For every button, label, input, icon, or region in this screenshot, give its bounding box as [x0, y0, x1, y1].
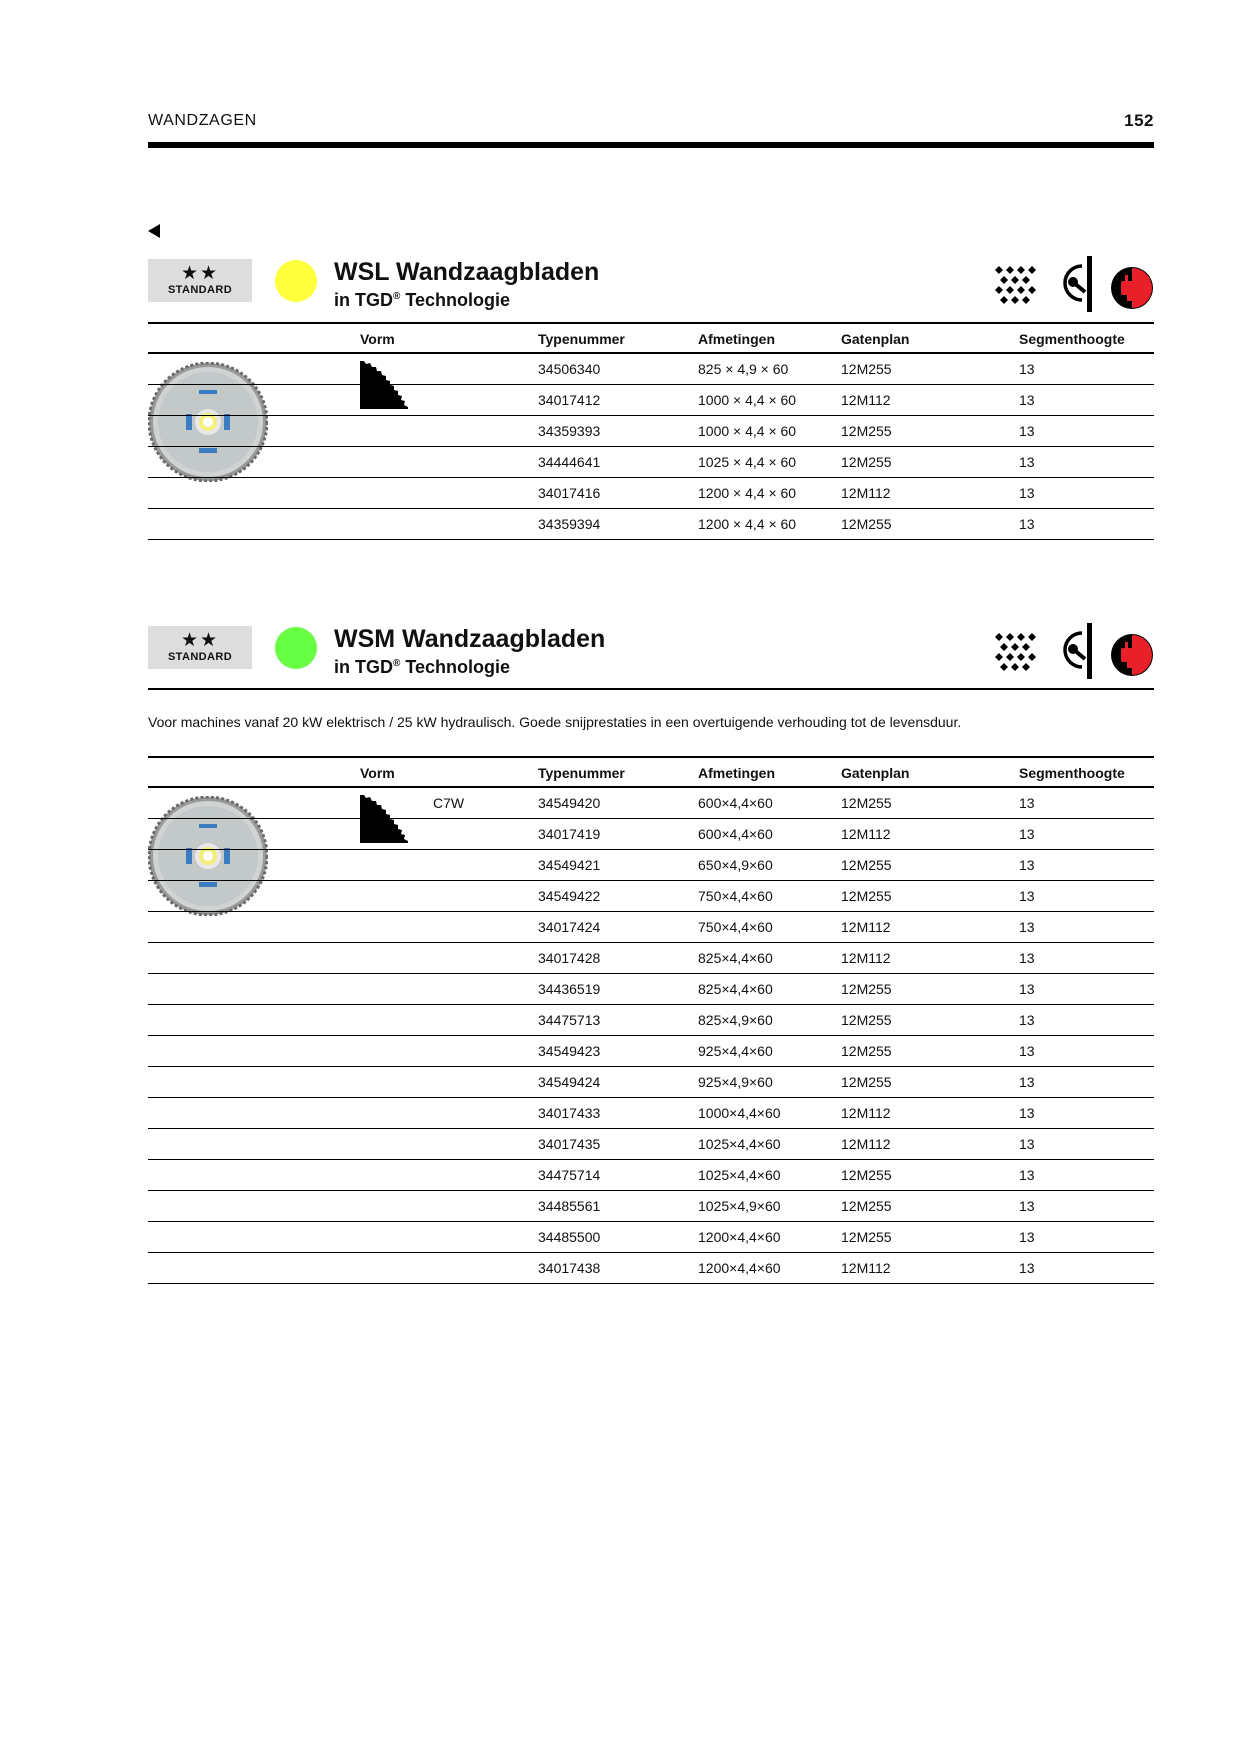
- segmenthoogte-cell: 13: [1019, 1074, 1035, 1090]
- afmetingen-cell: 825 × 4,9 × 60: [698, 361, 789, 377]
- segmenthoogte-cell: 13: [1019, 1012, 1035, 1028]
- gatenplan-cell: 12M255: [841, 795, 892, 811]
- afmetingen-cell: 925×4,9×60: [698, 1074, 773, 1090]
- afmetingen-cell: 1200×4,4×60: [698, 1229, 781, 1245]
- gatenplan-cell: 12M255: [841, 1167, 892, 1183]
- gatenplan-cell: 12M112: [841, 485, 891, 501]
- afmetingen-cell: 1200×4,4×60: [698, 1260, 781, 1276]
- afmetingen-cell: 1000 × 4,4 × 60: [698, 423, 797, 439]
- table-row: [148, 974, 1154, 1005]
- segmenthoogte-cell: 13: [1019, 857, 1035, 873]
- segmenthoogte-cell: 13: [1019, 826, 1035, 842]
- typenummer-cell: 34017424: [538, 919, 601, 935]
- gatenplan-cell: 12M255: [841, 1074, 892, 1090]
- typenummer-cell: 34017419: [538, 826, 601, 842]
- table-header: [148, 756, 1154, 788]
- typenummer-cell: 34549424: [538, 1074, 601, 1090]
- gatenplan-cell: 12M255: [841, 857, 892, 873]
- segmenthoogte-cell: 13: [1019, 1136, 1035, 1152]
- segmenthoogte-cell: 13: [1019, 1105, 1035, 1121]
- afmetingen-cell: 1200 × 4,4 × 60: [698, 516, 797, 532]
- segmenthoogte-cell: 13: [1019, 1167, 1035, 1183]
- gatenplan-cell: 12M112: [841, 392, 891, 408]
- segmenthoogte-cell: 13: [1019, 1043, 1035, 1059]
- afmetingen-cell: 1025 × 4,4 × 60: [698, 454, 797, 470]
- star-rating-icon: ★★: [180, 630, 220, 651]
- column-header: Typenummer: [538, 331, 625, 347]
- gatenplan-cell: 12M112: [841, 1260, 891, 1276]
- table-row: [148, 385, 1154, 416]
- gatenplan-cell: 12M255: [841, 981, 892, 997]
- segmenthoogte-cell: 13: [1019, 795, 1035, 811]
- typenummer-cell: 34017412: [538, 392, 601, 408]
- power-plug-icon: [1110, 266, 1154, 310]
- typenummer-cell: 34017433: [538, 1105, 601, 1121]
- column-header: Typenummer: [538, 765, 625, 781]
- gatenplan-cell: 12M112: [841, 826, 891, 842]
- table-row: [148, 354, 1154, 385]
- gatenplan-cell: 12M112: [841, 1136, 891, 1152]
- product-description: Voor machines vanaf 20 kW elektrisch / 25 kW hydraulisch. Goede snijprestaties in een overtuigende verhouding tot de levensduur.: [148, 714, 962, 730]
- typenummer-cell: 34549423: [538, 1043, 601, 1059]
- afmetingen-cell: 925×4,4×60: [698, 1043, 773, 1059]
- segmenthoogte-cell: 13: [1019, 516, 1035, 532]
- page-header: [148, 112, 1154, 148]
- typenummer-cell: 34549422: [538, 888, 601, 904]
- afmetingen-cell: 600×4,4×60: [698, 826, 773, 842]
- standard-badge: [148, 626, 252, 669]
- star-rating-icon: ★★: [180, 263, 220, 284]
- table-row: [148, 943, 1154, 974]
- typenummer-cell: 34359393: [538, 423, 601, 439]
- afmetingen-cell: 1000×4,4×60: [698, 1105, 781, 1121]
- typenummer-cell: 34017435: [538, 1136, 601, 1152]
- table-row: [148, 1036, 1154, 1067]
- table-row: [148, 788, 1154, 819]
- column-header: Vorm: [360, 765, 395, 781]
- typenummer-cell: 34506340: [538, 361, 601, 377]
- column-header: Gatenplan: [841, 331, 910, 347]
- table-row: [148, 912, 1154, 943]
- typenummer-cell: 34017416: [538, 485, 601, 501]
- section-divider: [148, 688, 1154, 690]
- table-row: [148, 478, 1154, 509]
- vorm-label: C7W: [433, 795, 465, 811]
- afmetingen-cell: 750×4,4×60: [698, 888, 773, 904]
- table-row: [148, 1129, 1154, 1160]
- column-header: Afmetingen: [698, 331, 775, 347]
- table-header: [148, 322, 1154, 354]
- gatenplan-cell: 12M255: [841, 516, 892, 532]
- typenummer-cell: 34436519: [538, 981, 601, 997]
- table-row: [148, 509, 1154, 540]
- gatenplan-cell: 12M255: [841, 888, 892, 904]
- product-table: [148, 756, 1154, 1284]
- table-body: [148, 354, 1154, 540]
- badge-label: STANDARD: [167, 651, 233, 663]
- afmetingen-cell: 825×4,4×60: [698, 950, 773, 966]
- typenummer-cell: 34017428: [538, 950, 601, 966]
- product-table: [148, 322, 1154, 540]
- table-row: [148, 1160, 1154, 1191]
- afmetingen-cell: 1000 × 4,4 × 60: [698, 392, 797, 408]
- badge-label: STANDARD: [167, 284, 233, 296]
- gatenplan-cell: 12M255: [841, 423, 892, 439]
- gatenplan-cell: 12M112: [841, 950, 891, 966]
- afmetingen-cell: 650×4,9×60: [698, 857, 773, 873]
- table-row: [148, 447, 1154, 478]
- segmenthoogte-cell: 13: [1019, 981, 1035, 997]
- segmenthoogte-cell: 13: [1019, 1229, 1035, 1245]
- typenummer-cell: 34549420: [538, 795, 601, 811]
- section-title: WANDZAGEN: [148, 112, 257, 129]
- color-indicator-dot: [275, 627, 317, 669]
- gatenplan-cell: 12M255: [841, 361, 892, 377]
- segmenthoogte-cell: 13: [1019, 950, 1035, 966]
- product-heading: [148, 623, 1154, 693]
- afmetingen-cell: 1025×4,4×60: [698, 1167, 781, 1183]
- table-row: [148, 416, 1154, 447]
- typenummer-cell: 34549421: [538, 857, 601, 873]
- gatenplan-cell: 12M112: [841, 1105, 891, 1121]
- typenummer-cell: 34485500: [538, 1229, 601, 1245]
- afmetingen-cell: 750×4,4×60: [698, 919, 773, 935]
- segmenthoogte-cell: 13: [1019, 1198, 1035, 1214]
- table-row: [148, 1067, 1154, 1098]
- afmetingen-cell: 1200 × 4,4 × 60: [698, 485, 797, 501]
- column-header: Gatenplan: [841, 765, 910, 781]
- typenummer-cell: 34017438: [538, 1260, 601, 1276]
- wall-saw-icon: [1054, 256, 1096, 312]
- gatenplan-cell: 12M255: [841, 454, 892, 470]
- typenummer-cell: 34475713: [538, 1012, 601, 1028]
- gatenplan-cell: 12M255: [841, 1012, 892, 1028]
- color-indicator-dot: [275, 260, 317, 302]
- column-header: Segmenthoogte: [1019, 331, 1125, 347]
- page-number: 152: [1124, 111, 1154, 130]
- afmetingen-cell: 600×4,4×60: [698, 795, 773, 811]
- gatenplan-cell: 12M255: [841, 1198, 892, 1214]
- table-row: [148, 1098, 1154, 1129]
- typenummer-cell: 34475714: [538, 1167, 601, 1183]
- diamond-grid-icon: [995, 631, 1039, 675]
- table-row: [148, 819, 1154, 850]
- wall-saw-icon: [1054, 623, 1096, 679]
- segmenthoogte-cell: 13: [1019, 888, 1035, 904]
- gatenplan-cell: 12M255: [841, 1043, 892, 1059]
- column-header: Vorm: [360, 331, 395, 347]
- segmenthoogte-cell: 13: [1019, 919, 1035, 935]
- product-heading: [148, 256, 1154, 326]
- segmenthoogte-cell: 13: [1019, 485, 1035, 501]
- back-arrow-icon[interactable]: [148, 224, 160, 238]
- afmetingen-cell: 825×4,9×60: [698, 1012, 773, 1028]
- table-row: [148, 881, 1154, 912]
- gatenplan-cell: 12M255: [841, 1229, 892, 1245]
- table-row: [148, 1191, 1154, 1222]
- product-title: WSM Wandzaagbladen: [334, 625, 606, 653]
- typenummer-cell: 34485561: [538, 1198, 601, 1214]
- standard-badge: [148, 259, 252, 302]
- segmenthoogte-cell: 13: [1019, 423, 1035, 439]
- segmenthoogte-cell: 13: [1019, 361, 1035, 377]
- afmetingen-cell: 825×4,4×60: [698, 981, 773, 997]
- segmenthoogte-cell: 13: [1019, 1260, 1035, 1276]
- product-title: WSL Wandzaagbladen: [334, 258, 600, 286]
- product-subtitle: in TGD® Technologie: [334, 290, 511, 310]
- segmenthoogte-cell: 13: [1019, 392, 1035, 408]
- table-row: [148, 1222, 1154, 1253]
- table-row: [148, 1253, 1154, 1284]
- gatenplan-cell: 12M112: [841, 919, 891, 935]
- table-row: [148, 850, 1154, 881]
- table-body: [148, 788, 1154, 1284]
- segmenthoogte-cell: 13: [1019, 454, 1035, 470]
- power-plug-icon: [1110, 633, 1154, 677]
- diamond-grid-icon: [995, 264, 1039, 308]
- column-header: Segmenthoogte: [1019, 765, 1125, 781]
- typenummer-cell: 34359394: [538, 516, 601, 532]
- column-header: Afmetingen: [698, 765, 775, 781]
- table-row: [148, 1005, 1154, 1036]
- afmetingen-cell: 1025×4,9×60: [698, 1198, 781, 1214]
- afmetingen-cell: 1025×4,4×60: [698, 1136, 781, 1152]
- product-subtitle: in TGD® Technologie: [334, 657, 511, 677]
- typenummer-cell: 34444641: [538, 454, 601, 470]
